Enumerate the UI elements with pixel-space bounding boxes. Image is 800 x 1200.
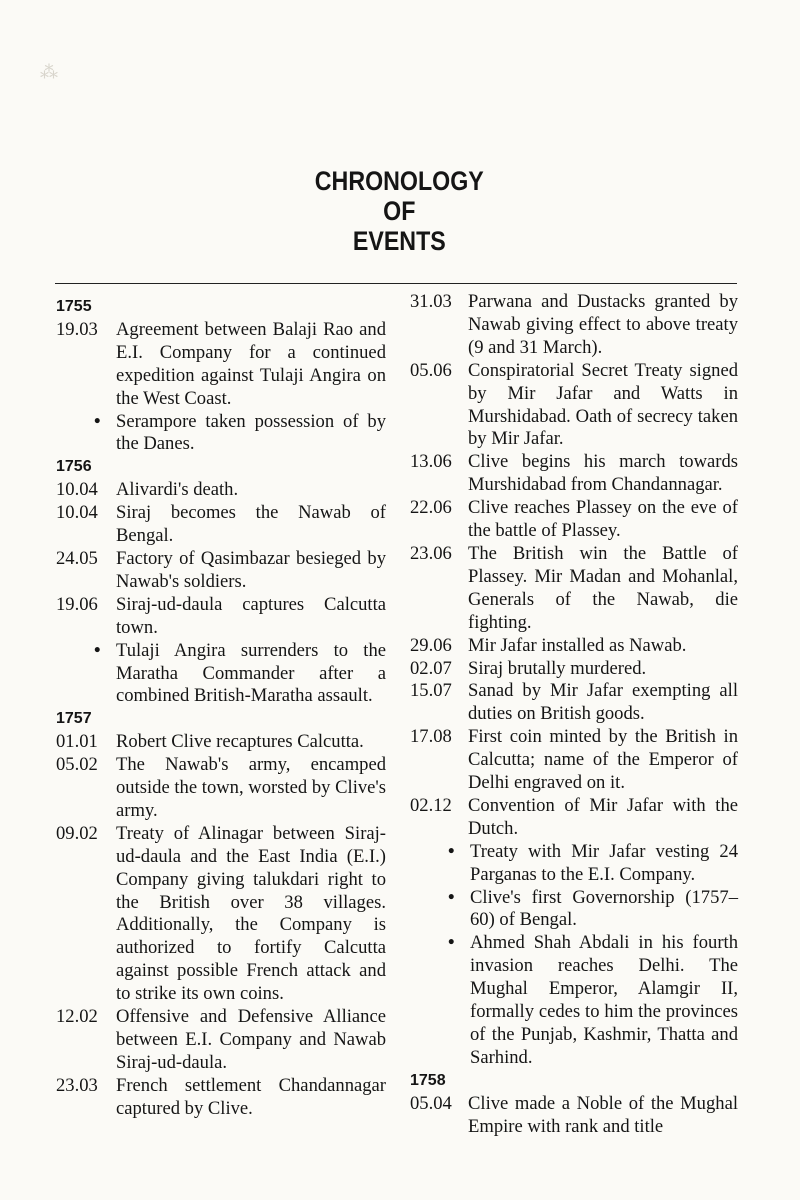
- entry-date: 19.06: [56, 593, 98, 615]
- chronology-entry: [56, 1075, 386, 1121]
- chronology-entry: [56, 594, 386, 640]
- chronology-entry: [56, 548, 386, 594]
- chronology-entry: [56, 823, 386, 1006]
- entry-text: Sanad by Mir Jafar exempting all duties on British goods.: [468, 680, 738, 725]
- entry-date: 09.02: [56, 822, 98, 844]
- bleed-through-text: ⁂: [40, 62, 58, 82]
- entry-text: Robert Clive recaptures Calcutta.: [116, 731, 364, 753]
- chronology-entry: [410, 680, 738, 726]
- entry-text: First coin minted by the British in Calcutta; name of the Emperor of Delhi engraved on it.: [468, 726, 738, 794]
- title-line-2: OF: [383, 196, 416, 226]
- chronology-entry: [56, 754, 386, 823]
- entry-date: 23.06: [410, 542, 452, 564]
- title-line-3: EVENTS: [352, 226, 446, 256]
- entry-text: Serampore taken possession of by the Danes.: [116, 410, 386, 455]
- entry-date: 23.03: [56, 1074, 98, 1096]
- entry-date: 05.06: [410, 359, 452, 381]
- chronology-entry: [56, 319, 386, 411]
- entry-text: Clive reaches Plassey on the eve of the battle of Plassey.: [468, 497, 738, 542]
- entry-date: 31.03: [410, 291, 452, 312]
- entry-text: Offensive and Defensive Alliance between E.I. Company and Nawab Siraj-ud-daula.: [116, 1006, 386, 1073]
- right-column: [410, 291, 738, 1139]
- entry-text: Agreement between Balaji Rao and E.I. Company for a continued expedition against Tulaji Angira on the West Coast.: [116, 318, 386, 409]
- bullet-icon: •: [94, 410, 101, 432]
- bullet-entry: [448, 887, 738, 933]
- bullet-entry: [94, 640, 386, 709]
- chronology-entry: [410, 1093, 738, 1139]
- entry-text: Factory of Qasimbazar besieged by Nawab's soldiers.: [116, 547, 386, 592]
- bullet-entry: [448, 932, 738, 1069]
- entry-date: 01.01: [56, 731, 98, 753]
- entry-date: 17.08: [410, 726, 452, 748]
- entry-date: 02.12: [410, 794, 452, 816]
- entry-text: Siraj brutally murdered.: [468, 657, 647, 679]
- bullet-entry: [94, 411, 386, 457]
- chronology-entry: [410, 658, 738, 681]
- year-heading: 1755: [56, 298, 92, 315]
- chronology-entry: [410, 291, 738, 360]
- entry-text: Treaty with Mir Jafar vesting 24 Parganas to the E.I. Company.: [470, 840, 738, 885]
- title-divider: [55, 283, 737, 284]
- chronology-entry: [56, 502, 386, 548]
- entry-text: Alivardi's death.: [116, 479, 239, 501]
- entry-date: 15.07: [410, 680, 452, 702]
- entry-date: 12.02: [56, 1006, 98, 1028]
- entry-text: Siraj-ud-daula captures Calcutta town.: [116, 593, 386, 638]
- entry-date: 10.04: [56, 502, 98, 524]
- entry-date: 24.05: [56, 547, 98, 569]
- entry-date: 02.07: [410, 657, 452, 679]
- chronology-entry: [410, 635, 738, 658]
- bullet-entry: [448, 841, 738, 887]
- entry-date: 05.02: [56, 754, 98, 776]
- bullet-icon: •: [448, 932, 455, 954]
- year-heading: 1757: [56, 710, 92, 728]
- chronology-entry: [410, 451, 738, 497]
- entry-text: Clive begins his march towards Murshidabad from Chandannagar.: [468, 451, 738, 496]
- entry-text: Treaty of Alinagar between Siraj-ud-daula and the East India (E.I.) Company giving talukdari right to the British over 38 villages. Additionally, the Company is authorized to fortify Calcutta against possible French attack and to strike its own coins.: [116, 822, 386, 1005]
- chronology-entry: [410, 360, 738, 452]
- bullet-icon: •: [448, 840, 455, 862]
- entry-date: 22.06: [410, 497, 452, 519]
- chronology-entry: [56, 731, 386, 754]
- chronology-entry: [56, 1006, 386, 1075]
- entry-text: Convention of Mir Jafar with the Dutch.: [468, 794, 738, 839]
- entry-date: 29.06: [410, 634, 452, 656]
- bullet-icon: •: [448, 886, 455, 908]
- entry-date: 19.03: [56, 318, 98, 340]
- entry-text: The Nawab's army, encamped outside the town, worsted by Clive's army.: [116, 754, 386, 821]
- left-column: [56, 296, 386, 1121]
- chronology-entry: [410, 726, 738, 795]
- entry-date: 10.04: [56, 479, 98, 501]
- entry-date: 05.04: [410, 1092, 452, 1114]
- entry-text: Siraj becomes the Nawab of Bengal.: [116, 502, 386, 547]
- entry-text: Clive made a Noble of the Mughal Empire with rank and title: [468, 1092, 738, 1137]
- entry-date: 13.06: [410, 451, 452, 473]
- entry-text: Conspiratorial Secret Treaty signed by Mir Jafar and Watts in Murshidabad. Oath of secrecy taken by Mir Jafar.: [468, 359, 738, 450]
- entry-text: Tulaji Angira surrenders to the Maratha Commander after a combined British-Maratha assault.: [116, 639, 386, 707]
- entry-text: Parwana and Dustacks granted by Nawab giving effect to above treaty (9 and 31 March).: [468, 291, 738, 358]
- entry-text: French settlement Chandannagar captured by Clive.: [116, 1074, 386, 1119]
- year-heading: 1756: [56, 458, 92, 476]
- bullet-icon: •: [94, 639, 101, 661]
- chronology-entry: [410, 795, 738, 841]
- entry-text: The British win the Battle of Plassey. Mir Madan and Mohanlal, Generals of the Nawab, die fighting.: [468, 542, 738, 633]
- title-line-1: CHRONOLOGY: [314, 166, 484, 196]
- chronology-entry: [56, 479, 386, 502]
- year-heading: 1758: [410, 1071, 446, 1089]
- entry-text: Mir Jafar installed as Nawab.: [468, 634, 687, 656]
- entry-text: Ahmed Shah Abdali in his fourth invasion reaches Delhi. The Mughal Emperor, Alamgir II, formally cedes to him the provinces of the Punjab, Kashmir, Thatta and Sarhind.: [470, 932, 738, 1068]
- chronology-entry: [410, 543, 738, 635]
- page-title: [55, 166, 743, 256]
- entry-text: Clive's first Governorship (1757–60) of Bengal.: [470, 886, 738, 931]
- chronology-entry: [410, 497, 738, 543]
